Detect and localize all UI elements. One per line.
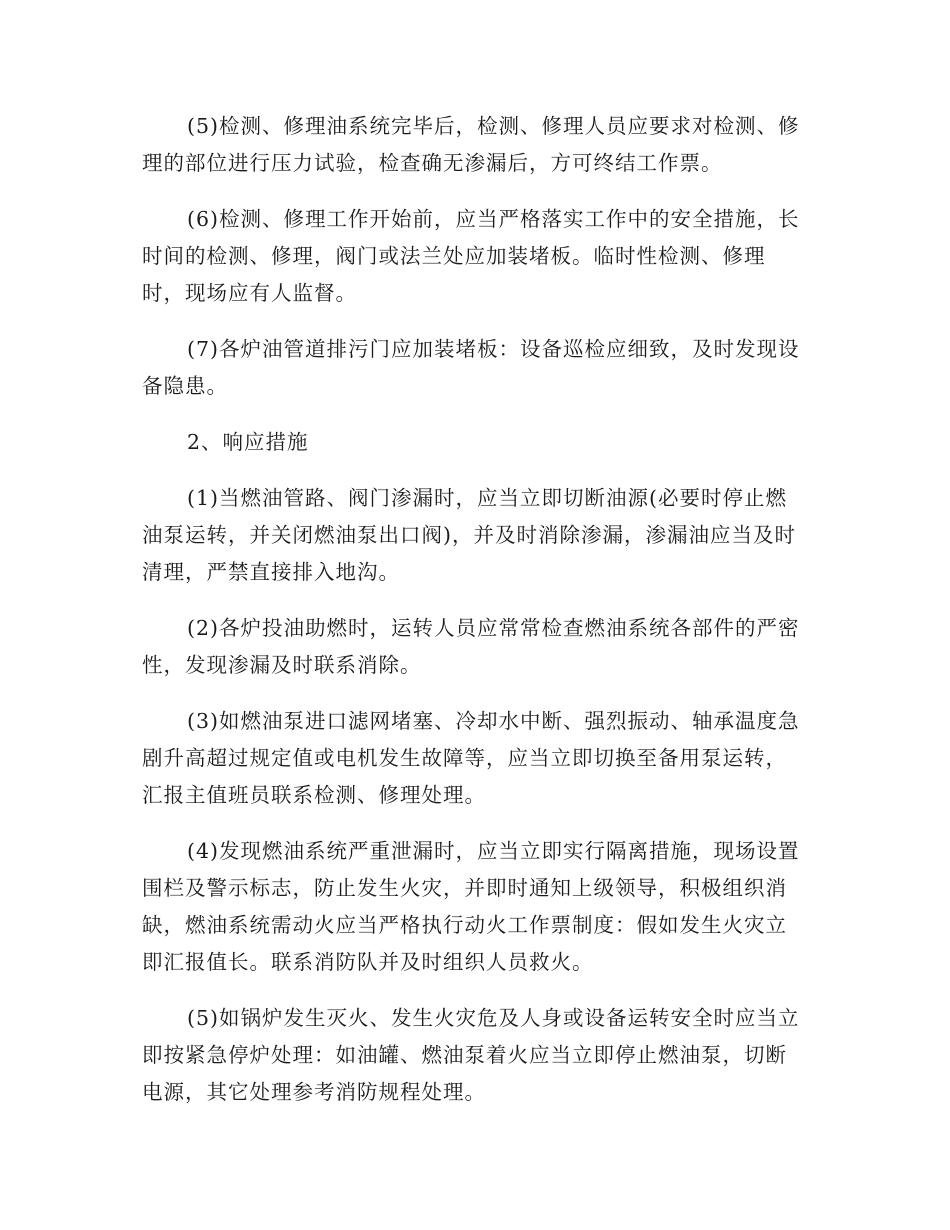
- paragraph-boiler-fire: (5)如锅炉发生灭火、发生火灾危及人身或设备运转安全时应当立 即按紧急停炉处理：如油罐、燃油泵着火应当立即停止燃油泵，切断 电源，其它处理参考消防规程处理。: [142, 1006, 800, 1104]
- paragraph-pipeline-leak: (1)当燃油管路、阀门渗漏时，应当立即切断油源(必要时停止燃 油泵运转，并关闭燃油泵出口阀)，并及时消除渗漏，渗漏油应当及时 清理，严禁直接排入地沟。: [142, 486, 796, 584]
- paragraph-safety-measures: (6)检测、修理工作开始前，应当严格落实工作中的安全措施，长 时间的检测、修理，阀门或法兰处应加装堵板。临时性检测、修理 时，现场应有人监督。: [142, 207, 800, 305]
- paragraph-check-after-repair: (5)检测、修理油系统完毕后，检测、修理人员应要求对检测、修 理的部位进行压力试验，检查确无渗漏后，方可终结工作票。: [142, 114, 800, 175]
- paragraph-blowdown-valves: (7)各炉油管道排污门应加装堵板：设备巡检应细致，及时发现设 备隐患。: [142, 337, 800, 398]
- paragraph-pump-failure: (3)如燃油泵进口滤网堵塞、冷却水中断、强烈振动、轴承温度急 剧升高超过规定值或电机发生故障等，应当立即切换至备用泵运转， 汇报主值班员联系检测、修理处理。: [142, 709, 800, 807]
- paragraph-serious-leak: (4)发现燃油系统严重泄漏时，应当立即实行隔离措施，现场设置 围栏及警示标志，防止发生火灾，并即时通知上级领导，积极组织消 缺，燃油系统需动火应当严格执行动火工作票制度：假如发生火灾立 即汇报值长。联系消防队并及时组织人员救火。: [142, 839, 800, 974]
- document-body: [142, 108, 812, 1130]
- section-heading-response-measures: 2、响应措施: [187, 430, 309, 454]
- paragraph-oil-combustion-check: (2)各炉投油助燃时，运转人员应常常检查燃油系统各部件的严密 性，发现渗漏及时联系消除。: [142, 616, 800, 677]
